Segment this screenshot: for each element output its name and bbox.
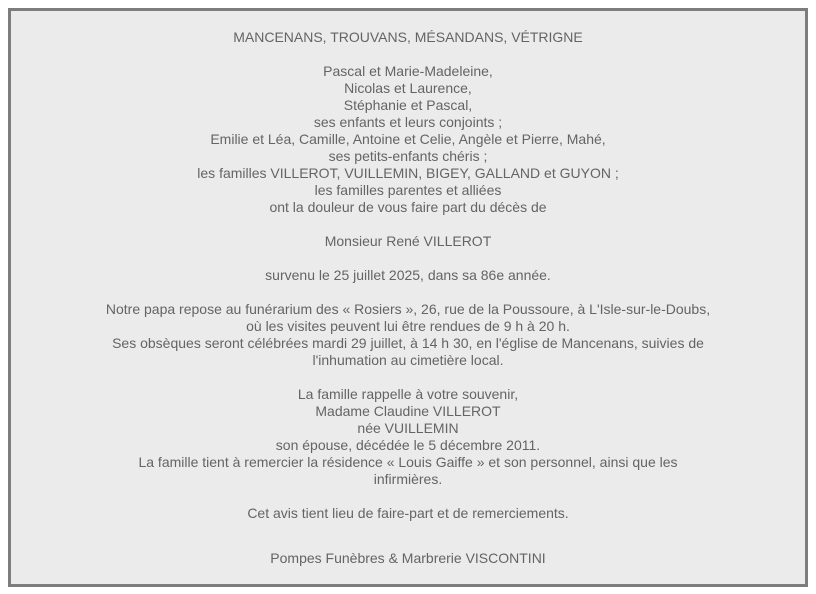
obituary-notice: [8, 8, 808, 587]
remembrance-line: La famille rappelle à votre souvenir,: [297, 386, 519, 402]
family-line: les familles VILLEROT, VUILLEMIN, BIGEY, GALLAND et GUYON ;: [197, 165, 619, 181]
remembrance-line: infirmières.: [373, 471, 443, 487]
arrangements-line: l'inhumation au cimetière local.: [312, 352, 504, 368]
arrangements-line: Ses obsèques seront célébrées mardi 29 juillet, à 14 h 30, en l'église de Mancenans, suivies de: [112, 335, 704, 351]
locations-heading: MANCENANS, TROUVANS, MÉSANDANS, VÉTRIGNE: [233, 29, 583, 45]
remembrance-line: La famille tient à remercier la résidence « Louis Gaiffe » et son personnel, ainsi que les: [138, 454, 678, 470]
family-line: ont la douleur de vous faire part du décès de: [269, 199, 547, 215]
death-date: survenu le 25 juillet 2025, dans sa 86e année.: [265, 267, 551, 283]
arrangements-line: où les visites peuvent lui être rendues de 9 h à 20 h.: [246, 318, 570, 334]
remembrance-line: Madame Claudine VILLEROT: [315, 403, 501, 419]
family-line: Pascal et Marie-Madeleine,: [323, 63, 493, 79]
family-line: Emilie et Léa, Camille, Antoine et Celie, Angèle et Pierre, Mahé,: [210, 131, 606, 147]
closing-statement: Cet avis tient lieu de faire-part et de remerciements.: [247, 505, 569, 521]
remembrance-line: née VUILLEMIN: [357, 420, 459, 436]
funeral-home-signature: Pompes Funèbres & Marbrerie VISCONTINI: [270, 550, 546, 566]
family-line: les familles parentes et alliées: [314, 182, 502, 198]
arrangements-line: Notre papa repose au funérarium des « Rosiers », 26, rue de la Poussoure, à L'Isle-sur-le-Doubs,: [105, 301, 711, 317]
notice-content: [11, 29, 805, 567]
family-line: ses petits-enfants chéris ;: [328, 148, 488, 164]
remembrance-line: son épouse, décédée le 5 décembre 2011.: [275, 437, 541, 453]
family-line: Nicolas et Laurence,: [344, 80, 472, 96]
family-line: Stéphanie et Pascal,: [343, 97, 473, 113]
deceased-name: Monsieur René VILLEROT: [324, 233, 492, 249]
family-line: ses enfants et leurs conjoints ;: [313, 114, 503, 130]
